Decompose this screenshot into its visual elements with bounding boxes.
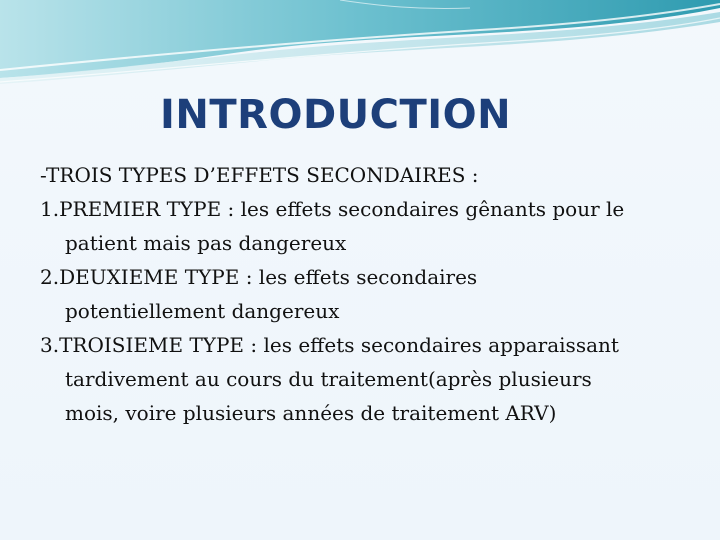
- list-item: [40, 192, 690, 260]
- decorative-header-waves: [0, 0, 720, 90]
- slide-body: [40, 158, 690, 430]
- item-2-continuation: potentiellement dangereux: [65, 299, 340, 323]
- item-3-continuation-1: tardivement au cours du traitement(après plusieurs: [65, 367, 592, 391]
- item-1-continuation: patient mais pas dangereux: [65, 231, 347, 255]
- item-3-text: 3.TROISIEME TYPE : les effets secondaires apparaissant: [40, 333, 619, 357]
- list-item: [40, 328, 690, 430]
- list-item: [40, 260, 690, 328]
- intro-line: -TROIS TYPES D’EFFETS SECONDAIRES :: [40, 163, 479, 187]
- item-1-text: 1.PREMIER TYPE : les effets secondaires gênants pour le: [40, 197, 625, 221]
- item-2-text: 2.DEUXIEME TYPE : les effets secondaires: [40, 265, 478, 289]
- slide-title: INTRODUCTION: [160, 92, 512, 138]
- item-3-continuation-2: mois, voire plusieurs années de traitement ARV): [65, 401, 557, 425]
